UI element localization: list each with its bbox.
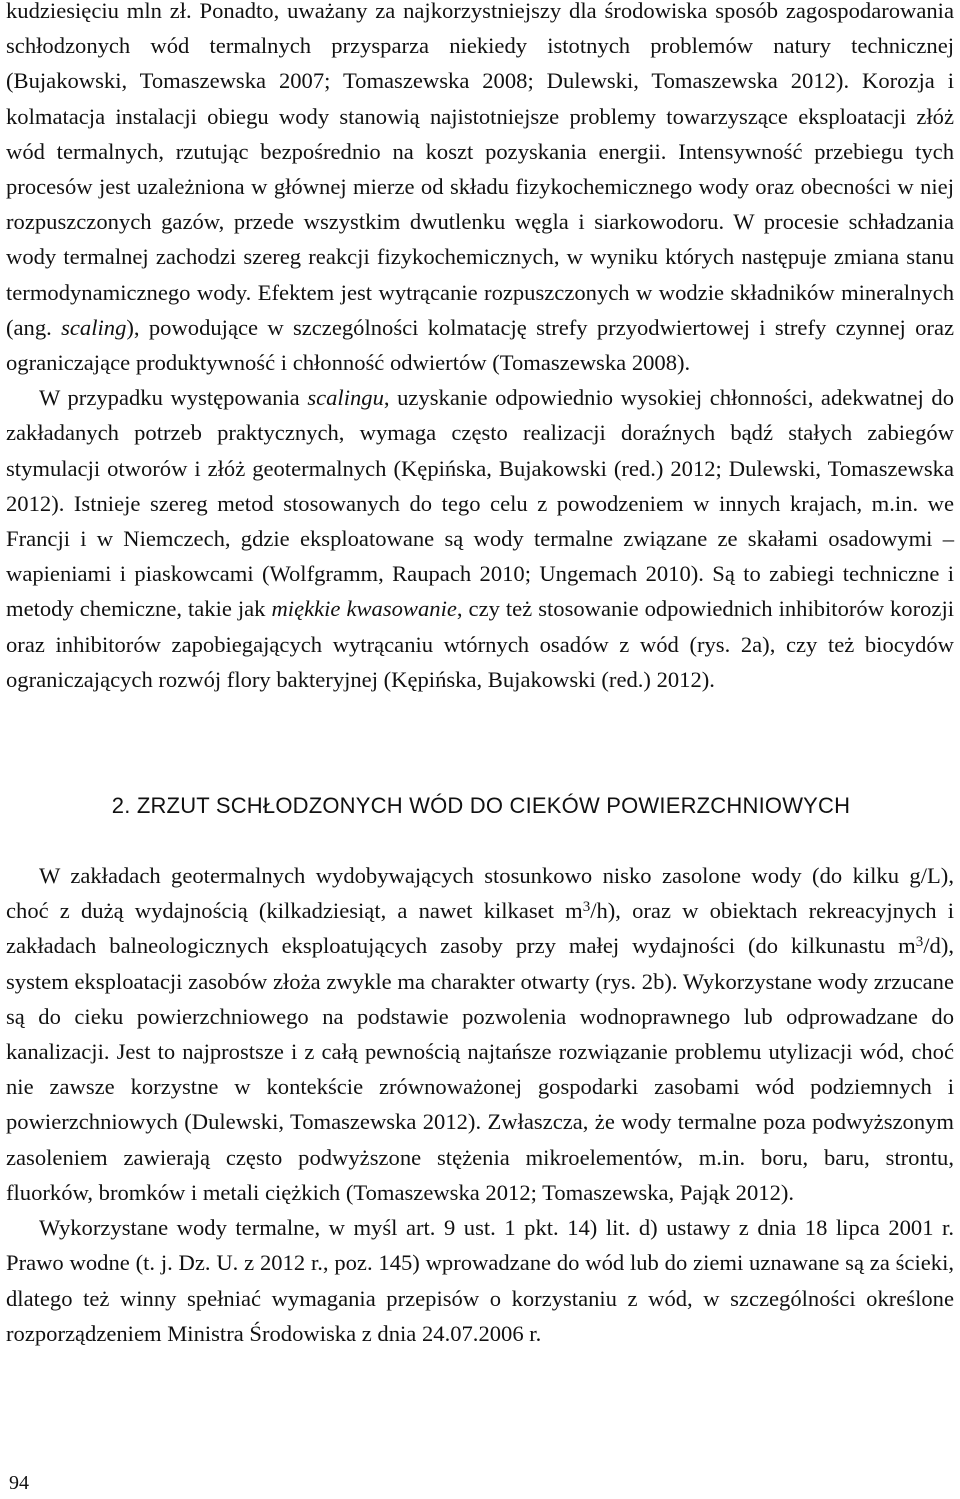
text-run: ), powodujące w szczególności kolmatację strefy przyodwiertowej i strefy czynnej oraz ograniczające produktywność i chłonność odwiertów (Tomaszewska 2008). [6, 314, 955, 376]
page-number: 94 [9, 1472, 29, 1494]
superscript: 3 [582, 899, 591, 916]
paragraph-continuation [6, 0, 954, 380]
section-gap [6, 697, 954, 727]
text-run: W przypadku występowania [39, 385, 308, 411]
italic-term: scaling [61, 314, 127, 340]
text-run: kudziesięciu mln zł. Ponadto, uważany za najkorzystniejszy dla środowiska sposób zagospodarowania schłodzonych wód termalnych przysparza niekiedy istotnych problemów natury technicznej (Bujakowski, Tomaszewska 2007; Tomaszewska 2008; Dulewski, Tomaszewska 2012). Korozja i kolmatacja instalacji obiegu wody stanowią najistotniejsze problemy towarzyszące eksploatacji złóż wód termalnych, rzutując bezpośrednio na koszt pozyskania energii. Intensywność przebiegu tych procesów jest uzależniona w głównej mierze od składu fizykochemicznego wody oraz obecności w niej rozpuszczonych gazów, przede wszystkim dwutlenku węgla i siarkowodoru. W procesie schładzania wody termalnej zachodzi szereg reakcji fizykochemicznych, w wyniku których następuje zmiana stanu termodynamicznego wody. Efektem jest wytrącanie rozpuszczonych w wodzie składników mineralnych (ang. [6, 0, 954, 340]
italic-term: miękkie kwasowanie [271, 596, 457, 622]
document-page [6, 0, 954, 1351]
superscript: 3 [915, 934, 924, 951]
italic-term: scalingu [307, 385, 384, 411]
paragraph-water-law [6, 1210, 954, 1351]
paragraph-scaling-stimulation [6, 380, 954, 697]
text-run: , uzyskanie odpowiednio wysokiej chłonności, adekwatnej do zakładanych potrzeb praktycznych, wymaga często realizacji doraźnych bądź stałych zabiegów stymulacji otworów i złóż geotermalnych (Kępińska, Bujakowski (red.) 2012; Dulewski, Tomaszewska 2012). Istnieje szereg metod stosowanych do tego celu z powodzeniem w innych krajach, m.in. we Francji i w Niemczech, gdzie eksploatowane są wody termalne związane ze skałami osadowymi – wapieniami i piaskowcami (Wolfgramm, Raupach 2010; Ungemach 2010). Są to zabiegi techniczne i metody chemiczne, takie jak [6, 385, 954, 622]
text-run: /d), system eksploatacji zasobów złoża zwykle ma charakter otwarty (rys. 2b). Wykorzystane wody zrzucane są do cieku powierzchniowego na podstawie pozwolenia wodnoprawnego lub odprowadzane do kanalizacji. Jest to najprostsze i z całą pewnością najtańsze rozwiązanie problemu utylizacji wód, choć nie zawsze korzystne w kontekście zrównoważonej gospodarki zasobami wód podziemnych i powierzchniowych (Dulewski, Tomaszewska 2012). Zwłaszcza, że wody termalne poza podwyższonym zasoleniem zawierają często podwyższone stężenia mikroelementów, m.in. boru, baru, strontu, fluorków, bromków i metali ciężkich (Tomaszewska 2012; Tomaszewska, Pająk 2012). [6, 933, 954, 1205]
paragraph-open-system [6, 858, 954, 1210]
section-heading: 2. ZRZUT SCHŁODZONYCH WÓD DO CIEKÓW POWIERZCHNIOWYCH [111, 793, 851, 819]
text-run: , czy też stosowanie odpowiednich inhibitorów korozji oraz inhibitorów zapobiegających wytrącaniu wtórnych osadów z wód (rys. 2a), czy też biocydów ograniczających rozwój flory bakteryjnej (Kępińska, Bujakowski (red.) 2012). [6, 596, 955, 692]
text-run: /h), oraz w obiektach rekreacyjnych i zakładach balneologicznych eksploatujących zasoby przy małej wydajności (do kilkunastu m [6, 898, 954, 959]
text-run: W zakładach geotermalnych wydobywających stosunkowo nisko zasolone wody (do kilku g/L), choć z dużą wydajnością (kilkadziesiąt, a nawet kilkaset m [6, 863, 954, 924]
text-run: Wykorzystane wody termalne, w myśl art. 9 ust. 1 pkt. 14) lit. d) ustawy z dnia 18 lipca 2001 r. Prawo wodne (t. j. Dz. U. z 2012 r., poz. 145) wprowadzane do wód lub do ziemi uznawane są za ścieki, dlatego też winny spełniać wymagania przepisów o korzystaniu z wód, w szczególności określone rozporządzeniem Ministra Środowiska z dnia 24.07.2006 r. [6, 1215, 954, 1346]
